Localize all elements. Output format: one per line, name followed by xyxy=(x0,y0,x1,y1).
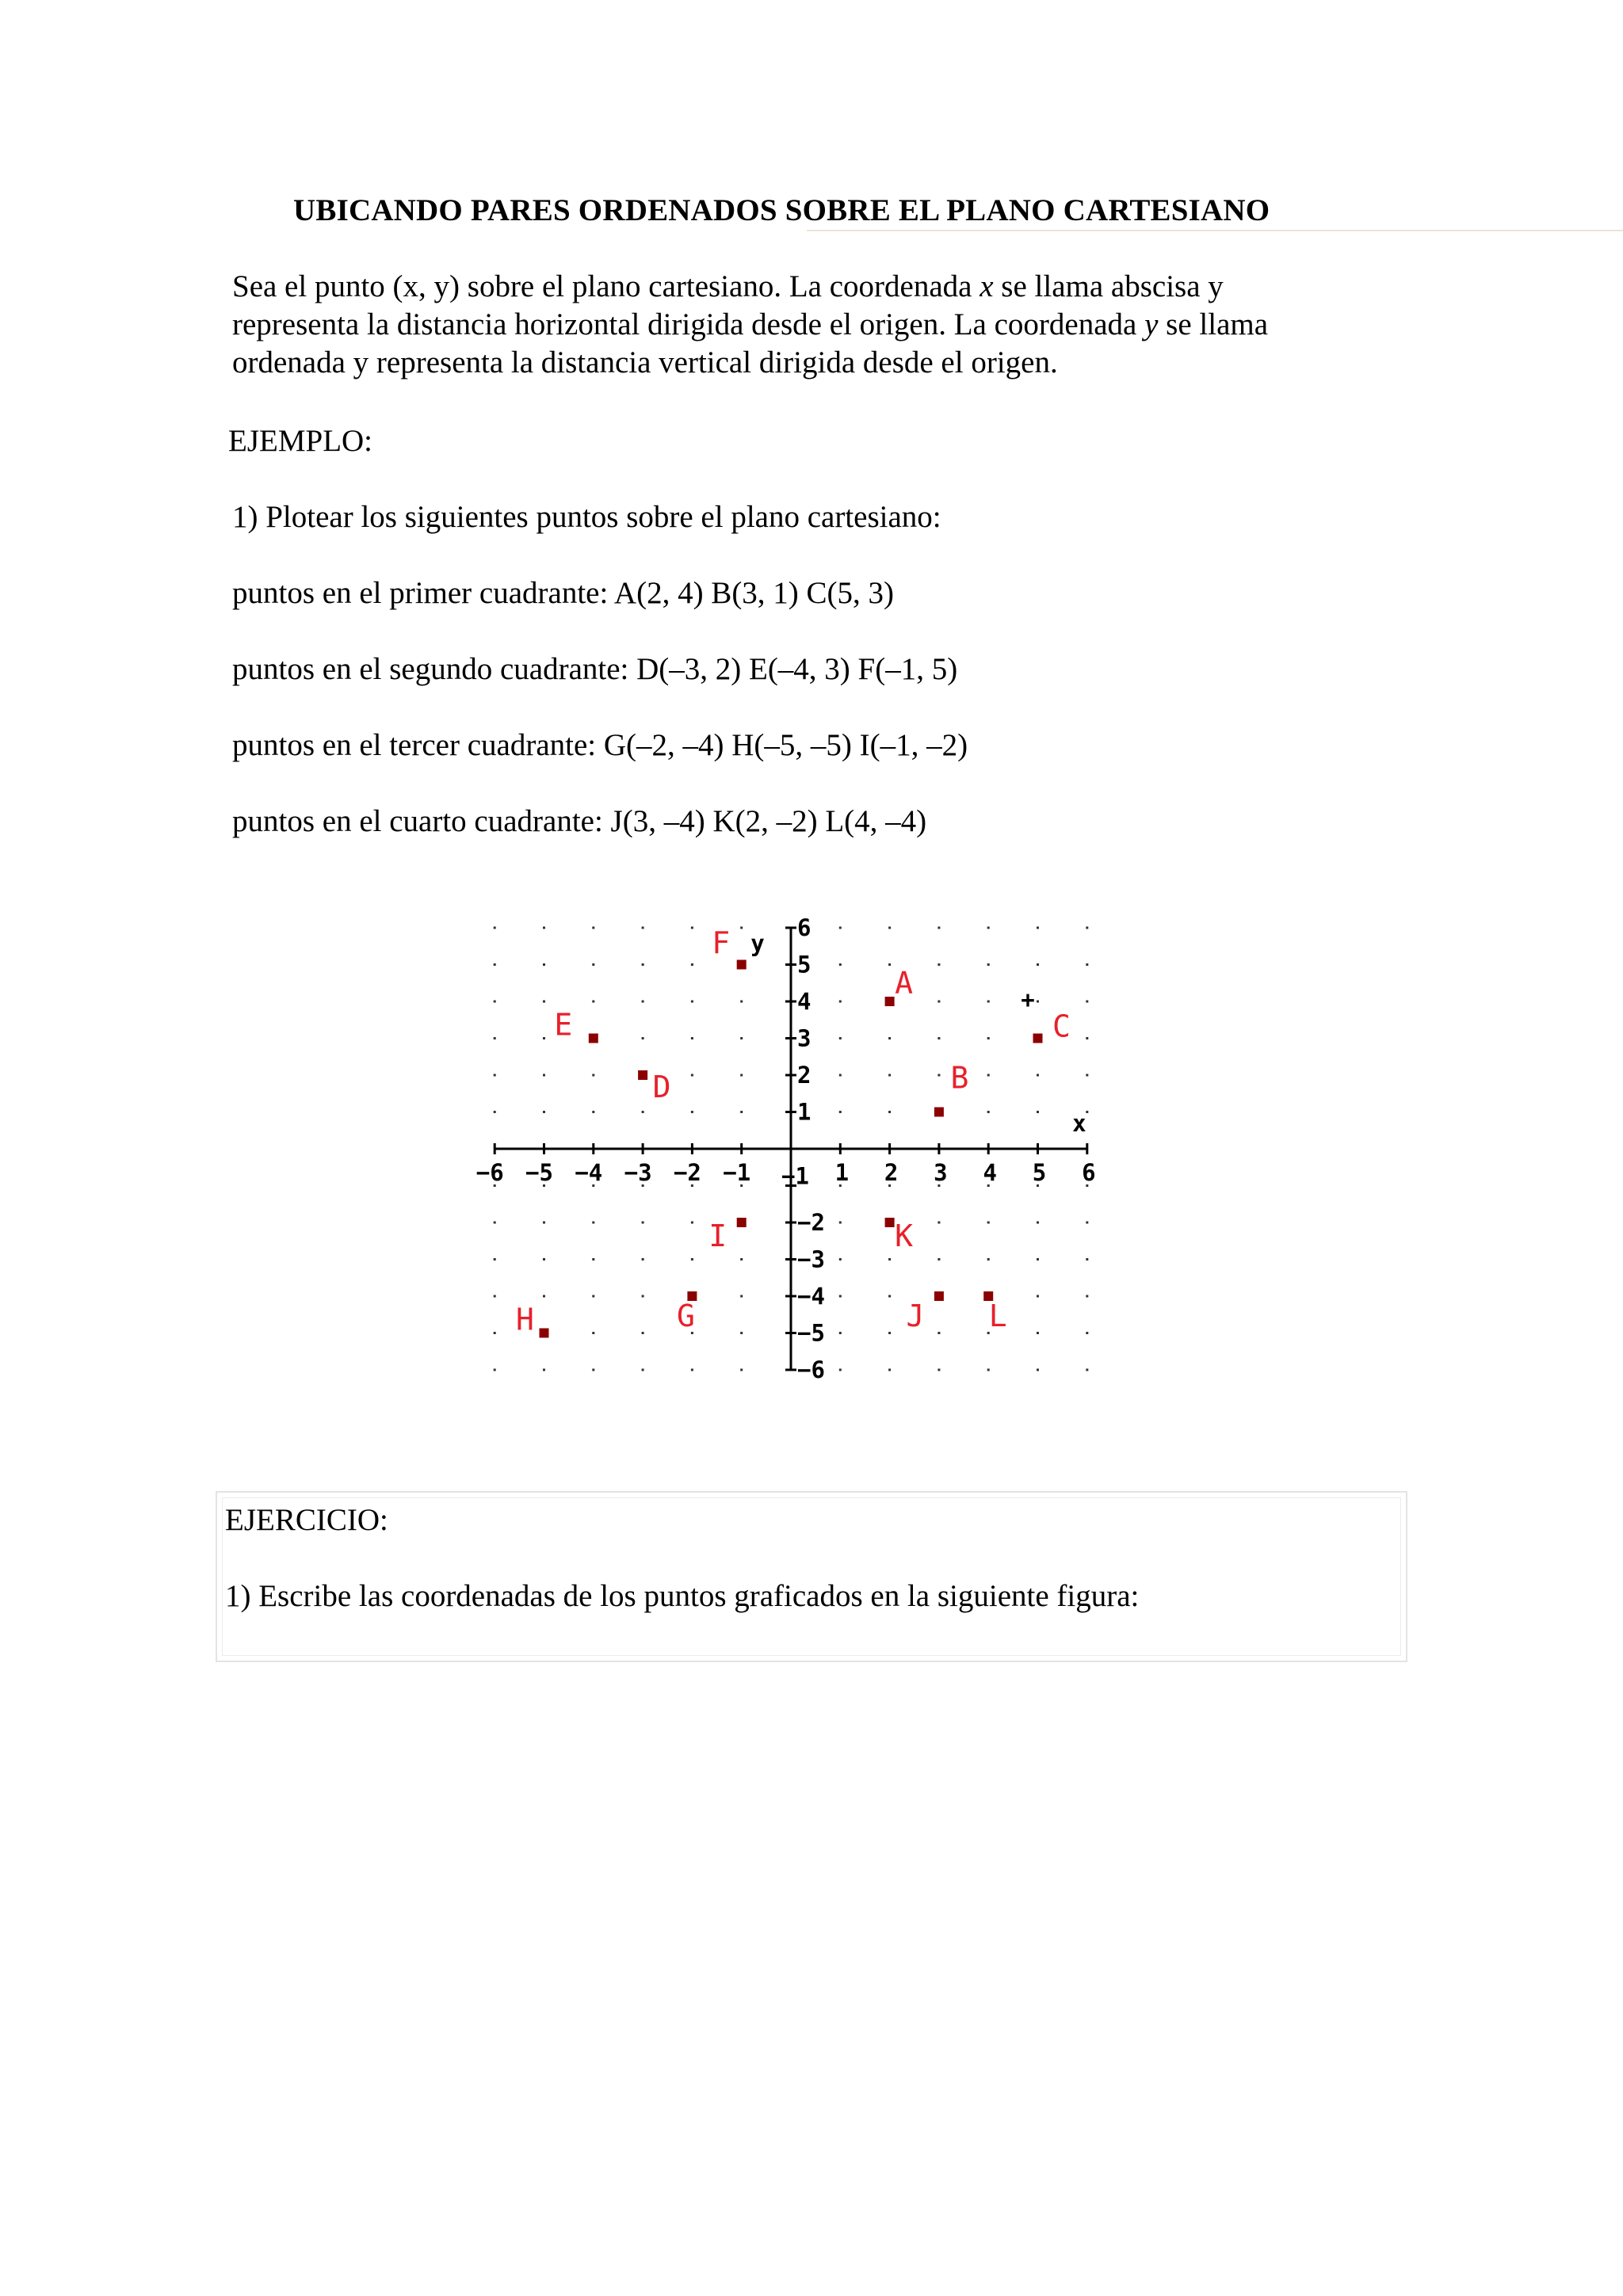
grid-dot xyxy=(1037,1222,1039,1224)
example-instruction: 1) Plotear los siguientes puntos sobre el plano cartesiano: xyxy=(232,500,941,534)
point-label-j: J xyxy=(906,1299,925,1333)
y-tick-label: −3 xyxy=(797,1245,825,1273)
grid-dot xyxy=(592,1001,594,1003)
grid-dot xyxy=(839,1074,842,1077)
grid-dot xyxy=(839,1258,842,1261)
grid-dot xyxy=(740,927,743,929)
grid-dot xyxy=(888,1295,891,1298)
grid-dot xyxy=(642,1332,644,1334)
intro-line-2-text-b: se llama xyxy=(1158,307,1269,341)
grid-dot xyxy=(740,1074,743,1077)
grid-dot xyxy=(1086,1222,1088,1224)
point-marker-j xyxy=(934,1291,944,1301)
grid-dot xyxy=(888,1074,891,1077)
point-label-d: D xyxy=(652,1070,671,1104)
grid-dot xyxy=(987,1369,990,1371)
grid-dot xyxy=(642,1222,644,1224)
y-tick-label: 3 xyxy=(797,1024,812,1052)
grid-dot xyxy=(839,927,842,929)
quadrant-4-line: puntos en el cuarto cuadrante: J(3, –4) K(2, –2) L(4, –4) xyxy=(232,804,927,838)
y-tick-label: 6 xyxy=(797,914,812,941)
grid-dot xyxy=(987,1074,990,1077)
grid-dot xyxy=(494,927,496,929)
x-axis-name: x xyxy=(1072,1110,1086,1137)
x-tick-label: 2 xyxy=(884,1159,899,1186)
intro-line-1 xyxy=(232,268,1389,306)
x-tick-label: −1 xyxy=(723,1159,751,1186)
point-marker-k xyxy=(885,1218,895,1227)
grid-dot xyxy=(642,927,644,929)
grid-dot xyxy=(543,1295,545,1298)
point-label-a: A xyxy=(895,966,914,1001)
grid-dot xyxy=(642,1001,644,1003)
grid-dot xyxy=(592,1222,594,1224)
grid-dot xyxy=(938,927,940,929)
y-tick-label: −2 xyxy=(797,1209,825,1236)
grid-dot xyxy=(642,1111,644,1113)
grid-dot xyxy=(494,1369,496,1371)
point-label-g: G xyxy=(676,1299,695,1333)
grid-dot xyxy=(543,1369,545,1371)
grid-dot xyxy=(938,1258,940,1261)
grid-dot xyxy=(987,1037,990,1039)
grid-dot xyxy=(543,1111,545,1113)
grid-dot xyxy=(494,1111,496,1113)
grid-dot xyxy=(1086,1001,1088,1003)
page-title: UBICANDO PARES ORDENADOS SOBRE EL PLANO CARTESIANO xyxy=(293,193,1270,227)
point-label-b: B xyxy=(950,1060,969,1096)
grid-dot xyxy=(691,1369,693,1371)
grid-dot xyxy=(938,1001,940,1003)
x-tick-label: 3 xyxy=(934,1159,948,1186)
exercise-heading: EJERCICIO: xyxy=(225,1503,388,1537)
grid-dot xyxy=(839,1111,842,1113)
grid-dot xyxy=(839,1222,842,1224)
point-label-c: C xyxy=(1052,1009,1071,1044)
grid-dot xyxy=(938,1369,940,1371)
grid-dot xyxy=(592,1369,594,1371)
intro-line-1-text-b: se llama abscisa y xyxy=(993,269,1224,303)
grid-dot xyxy=(839,1295,842,1298)
point-marker-d xyxy=(638,1070,647,1080)
grid-dot xyxy=(839,1037,842,1039)
intro-var-y: y xyxy=(1144,307,1159,341)
point-label-e: E xyxy=(554,1007,573,1043)
x-tick-label: 4 xyxy=(983,1159,997,1186)
cartesian-plane-chart xyxy=(464,903,1098,1379)
grid-dot xyxy=(1086,1332,1088,1334)
intro-line-2 xyxy=(232,306,1389,344)
grid-dot xyxy=(740,1001,743,1003)
quadrant-2-line: puntos en el segundo cuadrante: D(–3, 2) E(–4, 3) F(–1, 5) xyxy=(232,652,958,686)
grid-dot xyxy=(543,963,545,966)
quadrant-1-line: puntos en el primer cuadrante: A(2, 4) B(3, 1) C(5, 3) xyxy=(232,576,895,610)
quadrant-3-line: puntos en el tercer cuadrante: G(–2, –4) H(–5, –5) I(–1, –2) xyxy=(232,728,968,762)
grid-dot xyxy=(592,1332,594,1334)
y-tick-label: 4 xyxy=(797,988,812,1015)
grid-dot xyxy=(494,1332,496,1334)
intro-line-3: ordenada y representa la distancia vertical dirigida desde el origen. xyxy=(232,345,1058,379)
point-marker-c xyxy=(1033,1034,1043,1043)
y-tick-label: 1 xyxy=(797,1098,812,1126)
x-tick-label: −2 xyxy=(673,1159,701,1186)
grid-dot xyxy=(839,1332,842,1334)
x-tick-label: −3 xyxy=(624,1159,652,1186)
grid-dot xyxy=(494,1258,496,1261)
point-marker-i xyxy=(737,1218,747,1227)
point-marker-b xyxy=(934,1108,944,1117)
grid-dot xyxy=(543,1258,545,1261)
grid-dot xyxy=(888,1258,891,1261)
cursor-plus-marker: + xyxy=(1021,986,1035,1013)
grid-dot xyxy=(592,1295,594,1298)
x-tick-label: −6 xyxy=(475,1159,504,1186)
grid-dot xyxy=(938,1222,940,1224)
grid-dot xyxy=(987,1111,990,1113)
grid-dot xyxy=(691,1222,693,1224)
grid-dot xyxy=(691,927,693,929)
grid-dot xyxy=(1037,1332,1039,1334)
grid-dot xyxy=(592,927,594,929)
point-label-k: K xyxy=(895,1219,914,1253)
grid-dot xyxy=(1037,1258,1039,1261)
grid-dot xyxy=(691,1111,693,1113)
grid-dot xyxy=(888,963,891,966)
grid-dot xyxy=(592,1111,594,1113)
grid-dot xyxy=(740,1258,743,1261)
grid-dot xyxy=(642,1037,644,1039)
point-label-h: H xyxy=(516,1302,534,1337)
y-tick-label: 5 xyxy=(797,951,812,978)
y-tick-label: −6 xyxy=(797,1356,825,1379)
grid-dot xyxy=(740,1332,743,1334)
exercise-box xyxy=(216,1491,1407,1662)
grid-dot xyxy=(839,963,842,966)
grid-dot xyxy=(1086,1295,1088,1298)
grid-dot xyxy=(691,963,693,966)
grid-dot xyxy=(888,927,891,929)
grid-dot xyxy=(839,1001,842,1003)
grid-dot xyxy=(691,1258,693,1261)
grid-dot xyxy=(1086,1037,1088,1039)
grid-dot xyxy=(1086,1258,1088,1261)
grid-dot xyxy=(740,1037,743,1039)
grid-dot xyxy=(938,963,940,966)
grid-dot xyxy=(987,963,990,966)
grid-dot xyxy=(543,1222,545,1224)
grid-dot xyxy=(839,1369,842,1371)
grid-dot xyxy=(543,1037,545,1039)
intro-line-1-text-a: Sea el punto (x, y) sobre el plano cartesiano. La coordenada xyxy=(232,269,980,303)
title-rule xyxy=(807,230,1623,231)
x-tick-label: −5 xyxy=(525,1159,553,1186)
intro-line-2-text-a: representa la distancia horizontal dirigida desde el origen. La coordenada xyxy=(232,307,1145,341)
grid-dot xyxy=(938,1332,940,1334)
point-marker-a xyxy=(885,997,895,1006)
example-heading: EJEMPLO: xyxy=(228,424,373,458)
point-label-f: F xyxy=(712,925,731,961)
grid-dot xyxy=(888,1332,891,1334)
grid-dot xyxy=(888,1369,891,1371)
grid-dot xyxy=(1037,1111,1039,1113)
grid-dot xyxy=(1037,963,1039,966)
grid-dot xyxy=(691,1074,693,1077)
grid-dot xyxy=(1037,1295,1039,1298)
grid-dot xyxy=(740,1295,743,1298)
point-label-l: L xyxy=(988,1299,1007,1333)
grid-dot xyxy=(1037,1001,1039,1003)
grid-dot xyxy=(543,1074,545,1077)
grid-dot xyxy=(1086,1111,1088,1113)
point-label-i: I xyxy=(708,1219,727,1253)
intro-paragraph xyxy=(232,268,1389,382)
point-marker-e xyxy=(589,1034,598,1043)
point-marker-f xyxy=(737,960,747,970)
grid-dot xyxy=(987,1258,990,1261)
grid-dot xyxy=(938,1037,940,1039)
y-axis-name: y xyxy=(750,930,765,957)
exercise-inner-frame xyxy=(222,1497,1401,1656)
grid-dot xyxy=(543,927,545,929)
intro-var-x: x xyxy=(980,269,994,303)
grid-dot xyxy=(888,1111,891,1113)
y-tick-label: −5 xyxy=(797,1319,825,1347)
grid-dot xyxy=(494,1222,496,1224)
grid-dot xyxy=(592,963,594,966)
grid-dot xyxy=(494,963,496,966)
grid-dot xyxy=(494,1037,496,1039)
grid-dot xyxy=(987,927,990,929)
grid-dot xyxy=(938,1074,940,1077)
grid-dot xyxy=(642,1295,644,1298)
grid-dot xyxy=(1086,1074,1088,1077)
grid-dot xyxy=(691,1037,693,1039)
grid-dot xyxy=(642,1369,644,1371)
x-tick-label: 1 xyxy=(834,1159,850,1186)
grid-dot xyxy=(494,1074,496,1077)
point-marker-h xyxy=(540,1329,549,1338)
x-tick-label: −4 xyxy=(575,1159,603,1186)
x-tick-label: 6 xyxy=(1082,1159,1096,1186)
y-tick-label: −4 xyxy=(797,1283,825,1310)
exercise-instruction: 1) Escribe las coordenadas de los puntos graficados en la siguiente figura: xyxy=(225,1579,1140,1613)
grid-dot xyxy=(1037,927,1039,929)
grid-dot xyxy=(543,1001,545,1003)
y-tick-label: −1 xyxy=(781,1162,809,1190)
grid-dot xyxy=(642,1258,644,1261)
grid-dot xyxy=(888,1037,891,1039)
grid-dot xyxy=(494,1001,496,1003)
grid-dot xyxy=(1086,1369,1088,1371)
grid-dot xyxy=(1037,1074,1039,1077)
grid-dot xyxy=(1086,963,1088,966)
grid-dot xyxy=(740,1111,743,1113)
grid-dot xyxy=(740,1369,743,1371)
grid-dot xyxy=(494,1295,496,1298)
grid-dot xyxy=(1037,1369,1039,1371)
grid-dot xyxy=(987,1001,990,1003)
grid-dot xyxy=(592,1074,594,1077)
y-tick-label: 2 xyxy=(797,1062,812,1089)
x-tick-label: 5 xyxy=(1032,1159,1047,1186)
grid-dot xyxy=(987,1222,990,1224)
grid-dot xyxy=(642,963,644,966)
grid-dot xyxy=(592,1258,594,1261)
grid-dot xyxy=(1086,927,1088,929)
grid-dot xyxy=(691,1001,693,1003)
